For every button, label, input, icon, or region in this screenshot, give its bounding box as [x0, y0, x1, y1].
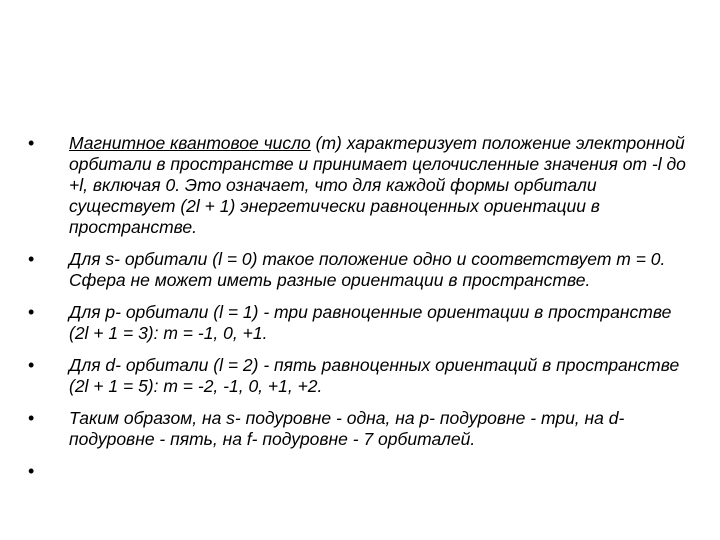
- bullet-item-d-orbital: [28, 355, 688, 397]
- bullet-item-p-orbital: [28, 302, 688, 344]
- bullet-text: Таким образом, на s- подуровне - одна, на p- подуровне - три, на d- подуровне - пять, на f- подуровне - 7 орбиталей.: [69, 408, 625, 449]
- bullet-item-magnetic-quantum-number: [28, 133, 688, 238]
- bullet-dot-icon: •: [28, 408, 35, 428]
- term-magnetic-quantum-number: Магнитное квантовое число: [69, 133, 311, 153]
- bullet-dot-icon: •: [28, 461, 35, 481]
- bullet-text: Для p- орбитали (l = 1) - три равноценные ориентации в пространстве (2l + 1 = 3): m = -1, 0, +1.: [69, 302, 672, 343]
- bullet-dot-icon: •: [28, 249, 35, 269]
- bullet-text: Для d- орбитали (l = 2) - пять равноценных ориентаций в пространстве (2l + 1 = 5): m = -2, -1, 0, +1, +2.: [69, 355, 680, 396]
- bullet-dot-icon: •: [28, 133, 35, 153]
- bullet-text: Для s- орбитали (l = 0) такое положение одно и соответствует m = 0. Сфера не может иметь разные ориентации в пространстве.: [69, 249, 666, 290]
- bullet-text: (m) характеризует положение электронной орбитали в пространстве и принимает целочисленные значения от -l до +l, включая 0. Это означает, что для каждой формы орбитали существует (2l + 1) энергетически равноценных ориентации в пространстве.: [69, 133, 686, 237]
- bullet-list: [28, 133, 688, 481]
- bullet-dot-icon: •: [28, 355, 35, 375]
- bullet-item-s-orbital: [28, 249, 688, 291]
- bullet-dot-icon: •: [28, 302, 35, 322]
- bullet-item-summary: [28, 408, 688, 450]
